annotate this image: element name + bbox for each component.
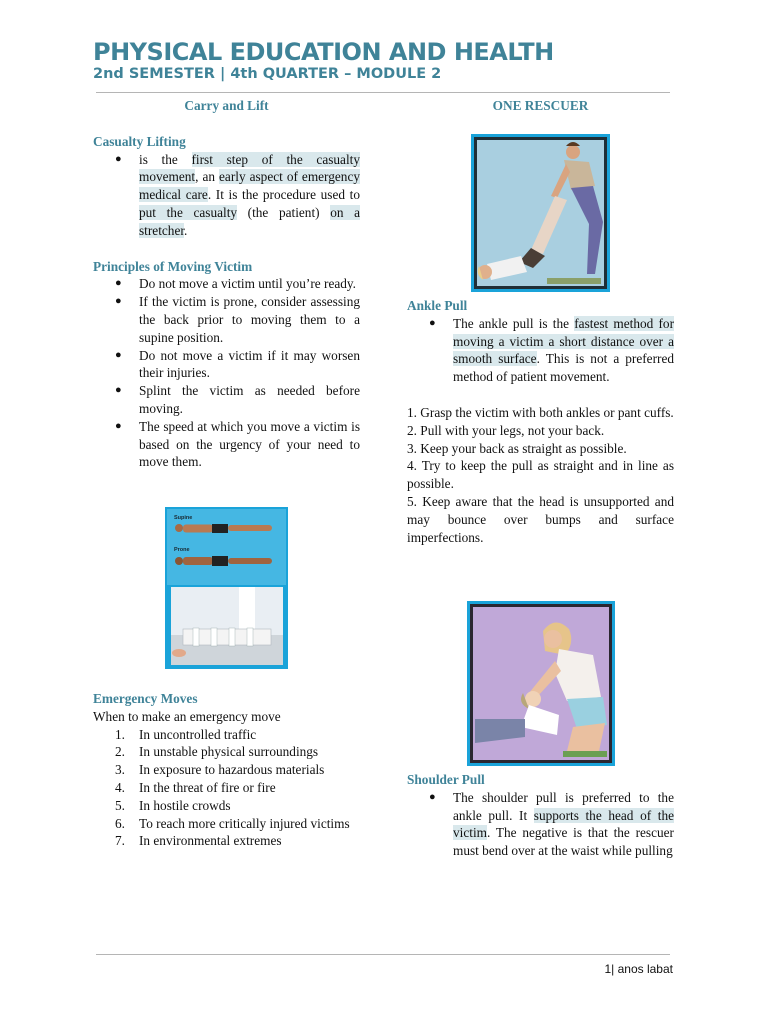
casualty-lifting-list [93,151,360,240]
document-subtitle: 2nd SEMESTER | 4th QUARTER – MODULE 2 [93,66,442,82]
emergency-moves-heading: Emergency Moves [93,691,198,706]
list-item: 5. In hostile crowds [115,797,231,813]
footer-rule [96,954,670,955]
shoulder-pull-heading: Shoulder Pull [407,772,485,787]
list-item: ● The ankle pull is the fastest method for moving a victim a short distance over a smooth surface. This is not a preferred method of patient movement. [407,315,674,386]
ankle-pull-list [407,315,674,386]
emergency-moves-intro: When to make an emergency move [93,708,281,724]
list-item: ● The shoulder pull is preferred to the ankle pull. It supports the head of the victim. The negative is that the rescuer must bend over at the waist while pulling [407,789,674,860]
ankle-pull-step: 5. Keep aware that the head is unsupported and may bounce over bumps and surface imperfections. [407,493,674,545]
list-item: 6. To reach more critically injured victims [115,815,350,831]
ankle-pull-heading: Ankle Pull [407,298,468,313]
emergency-moves-list [93,726,360,851]
shoulder-pull-list [407,789,674,860]
principles-list [93,275,360,471]
supine-prone-figure [165,507,288,669]
list-item: ● is the first step of the casualty movement, an early aspect of emergency medical care. It is the procedure used to put the casualty (the patient) on a stretcher. [93,151,360,240]
ankle-pull-step: 1. Grasp the victim with both ankles or pant cuffs. [407,404,674,420]
supine-label: Supine [174,515,193,521]
list-item: ● If the victim is prone, consider assessing the back prior to moving them to a supine position. [93,293,360,346]
list-item: 7. In environmental extremes [115,833,282,849]
emergency-moves-section [93,690,360,850]
left-column [93,97,360,471]
left-column-title: Carry and Lift [184,98,269,113]
principles-heading: Principles of Moving Victim [93,258,253,274]
ankle-pull-step: 4. Try to keep the pull as straight and in line as possible. [407,458,674,492]
list-item: 3. In exposure to hazardous materials [115,762,325,778]
list-item: 4. In the threat of fire or fire [115,779,276,795]
shoulder-pull-figure [467,601,615,766]
list-item: ● Do not move a victim until you’re ready. [93,275,360,293]
ankle-pull-step: 2. Pull with your legs, not your back. [407,422,605,438]
document-title: PHYSICAL EDUCATION AND HEALTH [93,38,554,66]
ankle-pull-section [407,297,674,546]
ankle-pull-step: 3. Keep your back as straight as possible. [407,440,627,456]
casualty-lifting-heading: Casualty Lifting [93,133,186,149]
list-item: 1. In uncontrolled traffic [115,726,257,742]
page-number: 1| anos labat [604,962,673,976]
right-column-title: ONE RESCUER [492,98,589,113]
prone-label: Prone [174,547,190,553]
shoulder-pull-section [407,771,674,860]
list-item: ● The speed at which you move a victim is based on the urgency of your need to move them. [93,418,360,471]
list-item: 2. In unstable physical surroundings [115,744,319,760]
list-item: ● Splint the victim as needed before moving. [93,382,360,418]
list-item: ● Do not move a victim if it may worsen their injuries. [93,347,360,383]
header-rule [96,92,670,93]
right-column [407,97,674,115]
ankle-pull-figure [471,134,610,292]
